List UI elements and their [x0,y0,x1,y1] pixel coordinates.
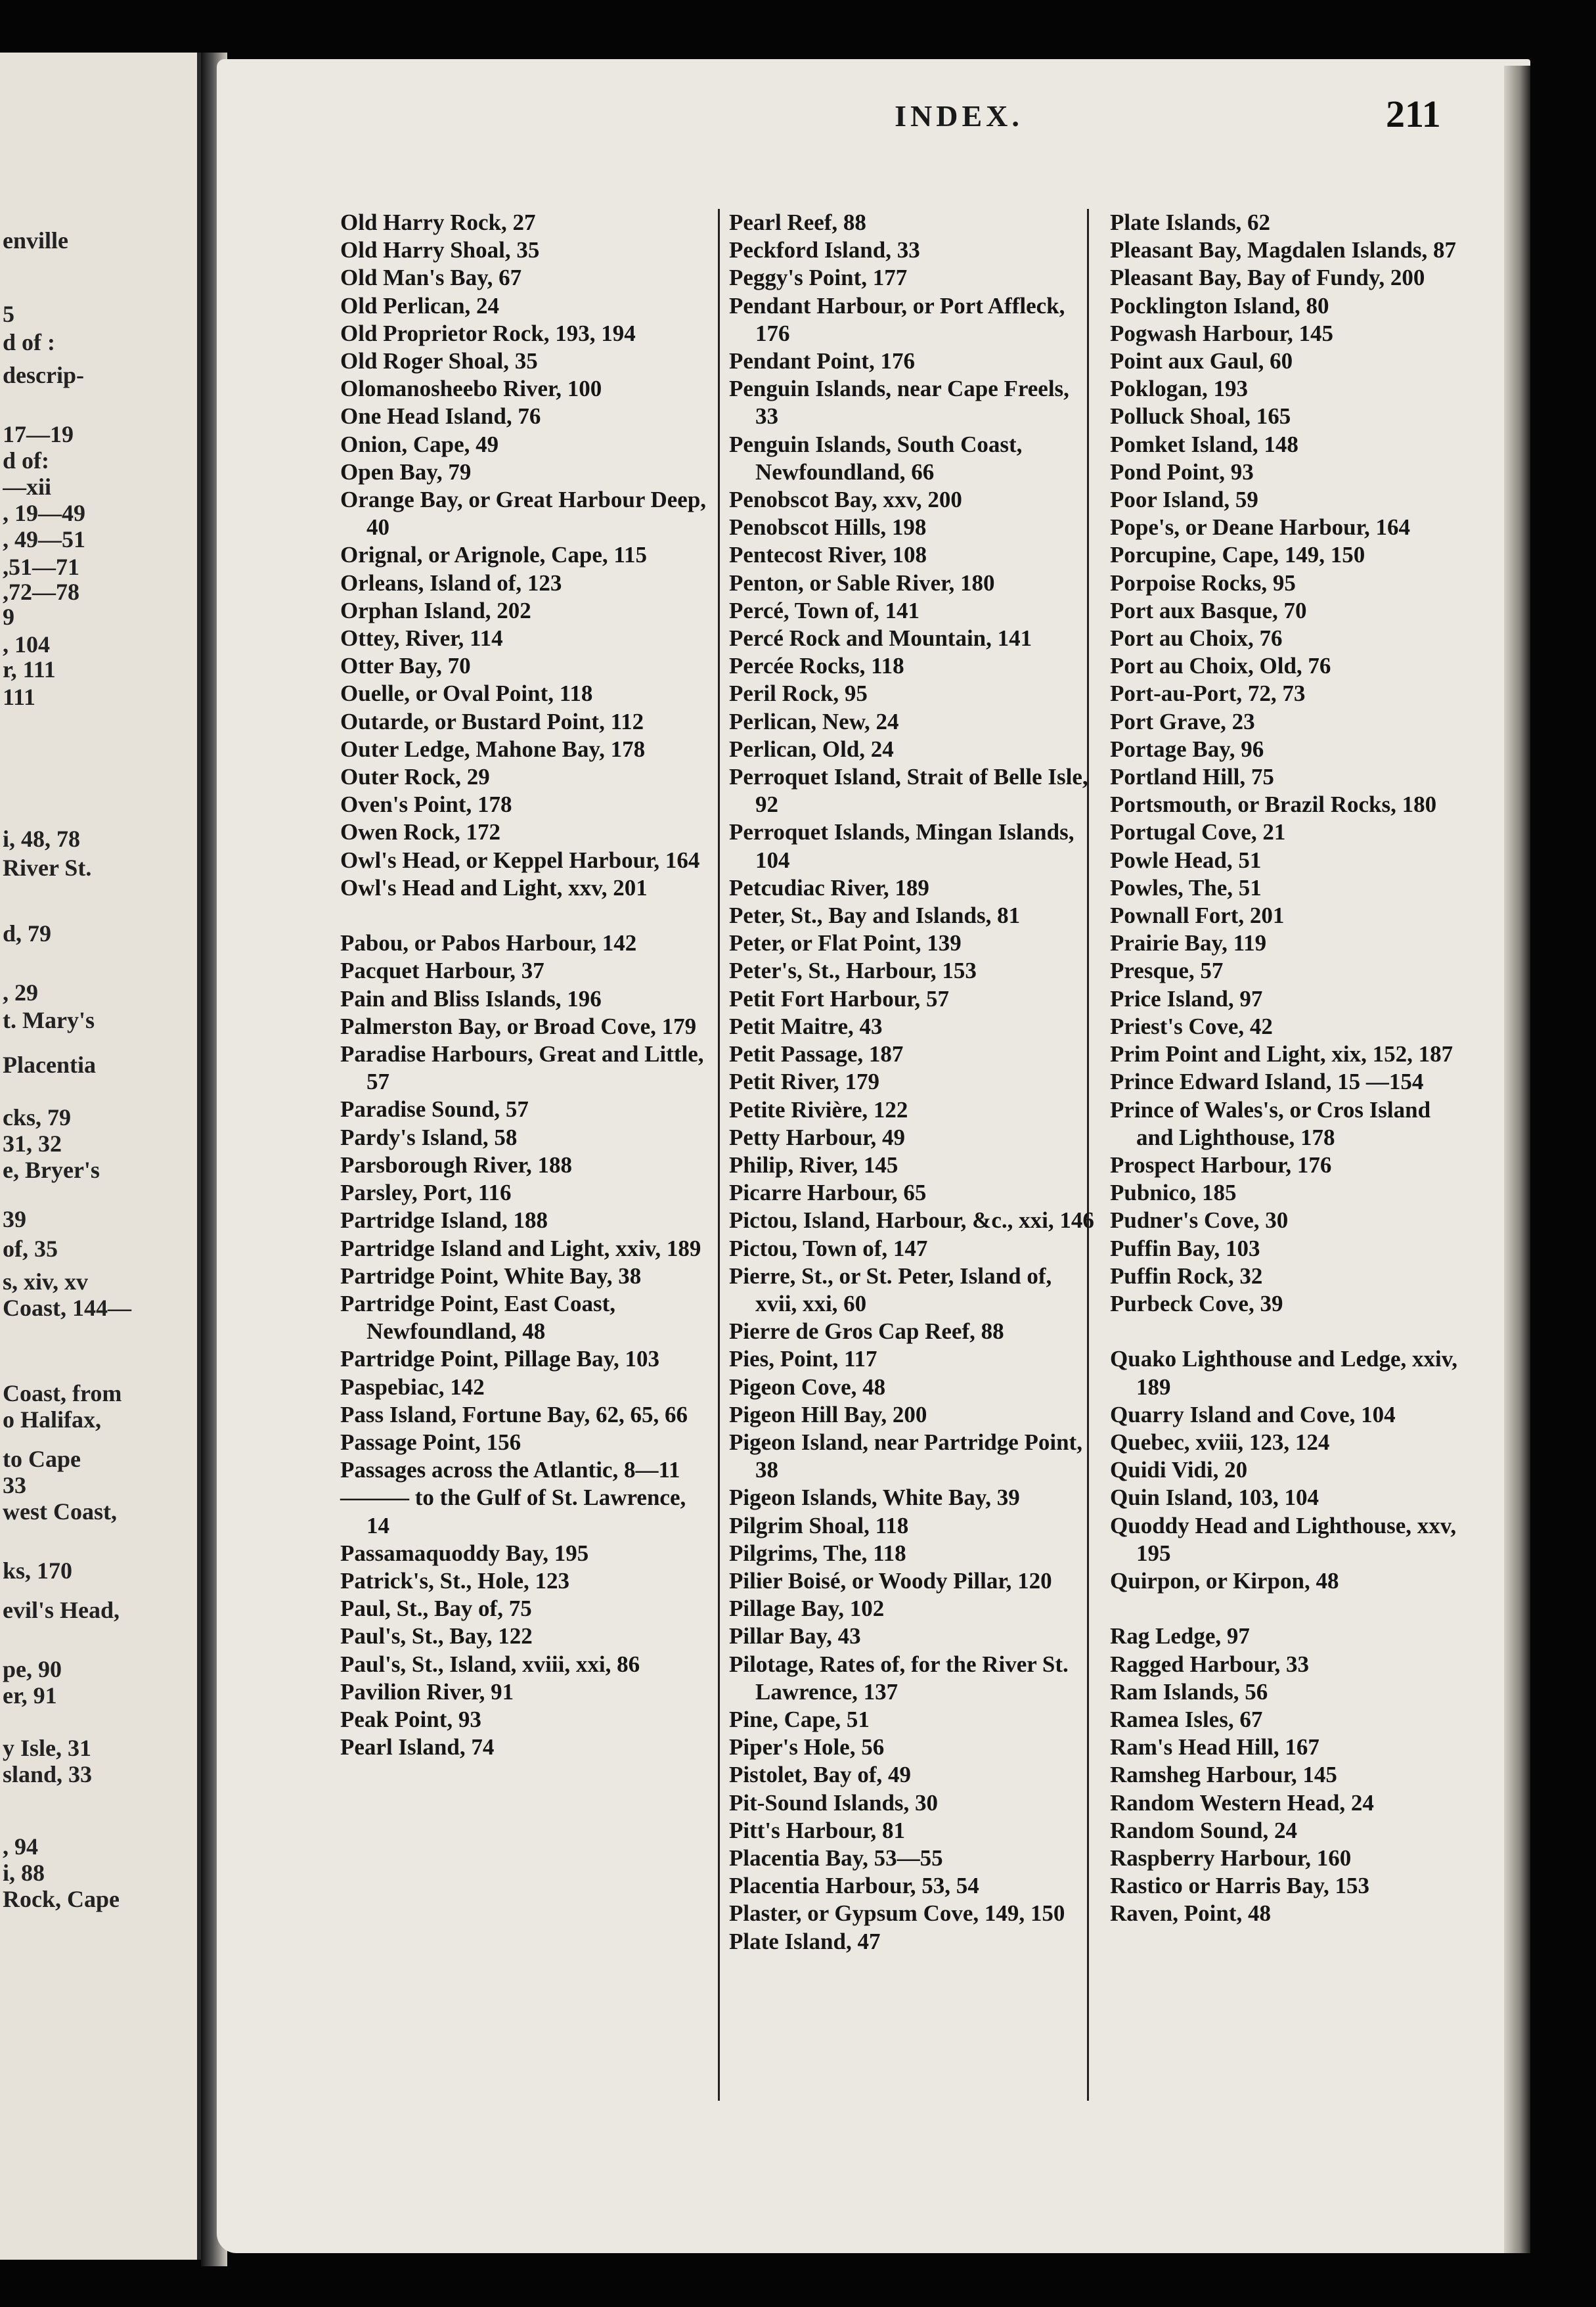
index-entry: Pies, Point, 117 [729,1346,877,1372]
index-entry: Outer Ledge, Mahone Bay, 178 [340,736,646,762]
page-edge [1504,66,1530,2253]
index-entry: Pit-Sound Islands, 30 [729,1789,939,1816]
index-entry: Pleasant Bay, Bay of Fundy, 200 [1110,265,1425,291]
index-entry: Pilgrim Shoal, 118 [729,1512,909,1538]
index-entry: Purbeck Cove, 39 [1110,1290,1283,1316]
index-column-2 [729,209,1097,1956]
index-entry: Old Perlican, 24 [340,292,500,319]
index-entry: Puffin Bay, 103 [1110,1235,1260,1261]
index-entry: Plaster, or Gypsum Cove, 149, 150 [729,1900,1065,1927]
left-page-line: cks, 79 [3,1104,72,1131]
left-page-line: 17—19 [3,421,74,447]
index-entry: Placentia Bay, 53—55 [729,1845,943,1871]
index-entry: Peggy's Point, 177 [729,265,908,291]
left-page-line: , 29 [3,979,38,1006]
index-entry: Old Man's Bay, 67 [340,265,522,291]
index-entry: Pitt's Harbour, 81 [729,1817,906,1843]
index-entry: Pillar Bay, 43 [729,1623,861,1649]
index-entry: Pavilion River, 91 [340,1678,514,1705]
index-entry: Peak Point, 93 [340,1706,481,1732]
left-page-line: 111 [3,684,36,710]
index-entry: Rastico or Harris Bay, 153 [1110,1873,1370,1899]
index-entry: Ragged Harbour, 33 [1110,1651,1310,1677]
index-entry: Penobscot Hills, 198 [729,514,927,541]
left-page-line: , 104 [3,631,50,658]
index-entry: ——— to the Gulf of St. Lawrence, 14 [340,1485,686,1538]
index-entry: Orleans, Island of, 123 [340,570,562,596]
index-entry: Quidi Vidi, 20 [1110,1457,1248,1483]
index-entry: Pilier Boisé, or Woody Pillar, 120 [729,1567,1052,1594]
index-entry: Pardy's Island, 58 [340,1124,518,1150]
letter-section-gap [340,902,708,930]
index-entry: Quoddy Head and Lighthouse, xxv, 195 [1110,1512,1457,1566]
left-page-line: s, xiv, xv [3,1268,89,1295]
index-entry: Orphan Island, 202 [340,597,531,623]
index-entry: Passage Point, 156 [340,1429,521,1455]
index-entry: Quarry Island and Cove, 104 [1110,1401,1396,1427]
index-entry: Pass Island, Fortune Bay, 62, 65, 66 [340,1401,688,1427]
index-entry: Petty Harbour, 49 [729,1124,905,1150]
index-entry: Pogwash Harbour, 145 [1110,320,1334,346]
index-entry: Passamaquoddy Bay, 195 [340,1540,589,1566]
index-entry: Price Island, 97 [1110,985,1263,1012]
index-entry: Percé Rock and Mountain, 141 [729,625,1032,652]
index-entry: Perroquet Islands, Mingan Islands, 104 [729,819,1075,873]
index-entry: Port au Choix, Old, 76 [1110,653,1331,679]
index-entry: Quako Lighthouse and Ledge, xxiv, 189 [1110,1346,1458,1400]
index-entry: Perlican, New, 24 [729,708,899,734]
index-entry: Poklogan, 193 [1110,376,1249,402]
left-page-line: ks, 170 [3,1557,73,1584]
left-page-line: , 94 [3,1833,38,1860]
index-entry: Owl's Head and Light, xxv, 201 [340,874,648,901]
index-entry: Perroquet Island, Strait of Belle Isle, 92 [729,764,1088,818]
index-entry: Point aux Gaul, 60 [1110,348,1293,374]
index-entry: Port au Choix, 76 [1110,625,1283,652]
index-entry: Pendant Harbour, or Port Affleck, 176 [729,292,1065,346]
left-page-line: e, Bryer's [3,1157,100,1183]
index-entry: Random Sound, 24 [1110,1817,1297,1843]
index-entry: Pierre de Gros Cap Reef, 88 [729,1318,1004,1345]
index-entry: Pomket Island, 148 [1110,431,1298,457]
index-entry: Plate Island, 47 [729,1928,881,1954]
index-entry: Pacquet Harbour, 37 [340,958,544,984]
index-entry: Peckford Island, 33 [729,237,920,263]
index-entry: Percé, Town of, 141 [729,597,920,623]
index-entry: Petcudiac River, 189 [729,874,929,901]
left-page-line: Placentia [3,1052,96,1078]
index-entry: Portsmouth, or Brazil Rocks, 180 [1110,792,1437,818]
index-entry: Peter's, St., Harbour, 153 [729,958,977,984]
index-entry: Polluck Shoal, 165 [1110,403,1291,430]
letter-section-gap [1110,1595,1465,1623]
index-entry: Outarde, or Bustard Point, 112 [340,708,644,734]
left-page-line: west Coast, [3,1498,117,1525]
index-entry: Pierre, St., or St. Peter, Island of, xvii, xxi, 60 [729,1263,1052,1316]
left-page-line: , 49—51 [3,526,85,552]
index-entry: Pistolet, Bay of, 49 [729,1762,912,1788]
index-entry: Priest's Cove, 42 [1110,1013,1273,1039]
index-entry: Quirpon, or Kirpon, 48 [1110,1567,1339,1594]
index-entry: Puffin Rock, 32 [1110,1263,1263,1289]
index-entry: Percée Rocks, 118 [729,653,904,679]
index-entry: Pabou, or Pabos Harbour, 142 [340,930,637,956]
index-entry: Old Harry Rock, 27 [340,210,536,235]
left-page-line: descrip- [3,362,84,388]
index-column-3 [1110,209,1465,1928]
index-entry: Palmerston Bay, or Broad Cove, 179 [340,1013,697,1039]
index-entry: Picarre Harbour, 65 [729,1180,927,1206]
left-page-line: Coast, from [3,1380,122,1406]
index-entry: Onion, Cape, 49 [340,431,499,457]
left-page-line: of, 35 [3,1236,58,1262]
index-entry: Rag Ledge, 97 [1110,1623,1250,1649]
index-entry: Pond Point, 93 [1110,459,1254,485]
index-entry: Portage Bay, 96 [1110,736,1264,762]
index-entry: Old Harry Shoal, 35 [340,237,540,263]
index-entry: Poor Island, 59 [1110,487,1258,513]
index-entry: Ramsheg Harbour, 145 [1110,1762,1337,1788]
left-page-line: 33 [3,1472,26,1498]
index-entry: Paradise Sound, 57 [340,1096,529,1123]
left-page-line: Rock, Cape [3,1886,120,1912]
index-entry: Pocklington Island, 80 [1110,292,1329,319]
index-entry: Pigeon Island, near Partridge Point, 38 [729,1429,1082,1483]
index-entry: Oven's Point, 178 [340,792,512,818]
left-page-line: y Isle, 31 [3,1735,91,1761]
index-entry: Pubnico, 185 [1110,1180,1237,1206]
column-rule-1 [718,209,720,2101]
index-entry: Pilgrims, The, 118 [729,1540,906,1566]
index-entry: Paradise Harbours, Great and Little, 57 [340,1041,704,1095]
index-entry: Penguin Islands, South Coast, Newfoundland, 66 [729,431,1023,485]
index-entry: Old Proprietor Rock, 193, 194 [340,320,636,346]
left-page-line: r, 111 [3,656,56,683]
index-entry: Peril Rock, 95 [729,681,868,707]
index-entry: Parsley, Port, 116 [340,1180,512,1206]
left-page-line: River St. [3,855,92,881]
index-entry: Philip, River, 145 [729,1152,898,1178]
index-entry: Orignal, or Arignole, Cape, 115 [340,542,647,568]
left-page-line: i, 88 [3,1860,45,1886]
index-entry: Paul's, St., Bay, 122 [340,1623,533,1649]
index-entry: Pigeon Cove, 48 [729,1374,886,1400]
index-entry: Perlican, Old, 24 [729,736,894,762]
index-entry: Passages across the Atlantic, 8—11 [340,1457,680,1483]
index-entry: Ram Islands, 56 [1110,1678,1268,1705]
index-entry: Random Western Head, 24 [1110,1789,1374,1816]
left-page-line: o Halifax, [3,1406,101,1433]
index-entry: Old Roger Shoal, 35 [340,348,538,374]
previous-page-fragment [0,53,201,2260]
left-page-line: sland, 33 [3,1761,93,1787]
index-entry: Petit Fort Harbour, 57 [729,985,950,1012]
index-entry: Pearl Island, 74 [340,1734,495,1760]
left-page-line: d of: [3,447,49,474]
left-page-line: pe, 90 [3,1656,62,1682]
index-entry: Penobscot Bay, xxv, 200 [729,487,962,513]
index-entry: Pictou, Island, Harbour, &c., xxi, 146 [729,1207,1094,1234]
index-entry: Penton, or Sable River, 180 [729,570,995,596]
index-entry: One Head Island, 76 [340,403,541,430]
left-page-line: —xii [3,474,52,500]
index-entry: Outer Rock, 29 [340,764,490,790]
index-entry: Presque, 57 [1110,958,1224,984]
index-entry: Parsborough River, 188 [340,1152,572,1178]
left-page-line: 39 [3,1206,26,1232]
index-entry: Raven, Point, 48 [1110,1900,1271,1927]
index-entry: Portland Hill, 75 [1110,764,1274,790]
index-entry: Port Grave, 23 [1110,708,1255,734]
index-entry: Pudner's Cove, 30 [1110,1207,1289,1234]
left-page-line: , 19—49 [3,500,85,526]
index-entry: Partridge Point, White Bay, 38 [340,1263,642,1289]
page-number: 211 [1386,93,1441,135]
left-page-line: evil's Head, [3,1597,120,1623]
index-entry: Prince Edward Island, 15 —154 [1110,1069,1424,1095]
left-page-line: 5 [3,301,14,327]
left-page-line: t. Mary's [3,1007,95,1033]
index-entry: Partridge Island, 188 [340,1207,548,1234]
index-entry: Pearl Reef, 88 [729,210,866,235]
left-page-line: d, 79 [3,920,52,947]
letter-section-gap [1110,1318,1465,1345]
index-entry: Powle Head, 51 [1110,847,1262,873]
index-entry: Petit Maitre, 43 [729,1013,883,1039]
index-entry: Penguin Islands, near Cape Freels, 33 [729,376,1069,430]
index-entry: Partridge Point, East Coast, Newfoundland, 48 [340,1290,615,1345]
index-entry: Ram's Head Hill, 167 [1110,1734,1319,1760]
index-entry: Port-au-Port, 72, 73 [1110,681,1306,707]
index-entry: Ottey, River, 114 [340,625,503,652]
index-entry: Pictou, Town of, 147 [729,1235,928,1261]
index-entry: Pleasant Bay, Magdalen Islands, 87 [1110,237,1457,263]
left-page-line: i, 48, 78 [3,826,81,852]
index-entry: Owl's Head, or Keppel Harbour, 164 [340,847,700,873]
index-entry: Porpoise Rocks, 95 [1110,570,1296,596]
left-page-line: ,72—78 [3,579,79,605]
index-entry: Orange Bay, or Great Harbour Deep, 40 [340,487,707,541]
left-page-line: er, 91 [3,1682,57,1709]
index-entry: Partridge Island and Light, xxiv, 189 [340,1235,701,1261]
running-head: INDEX. [895,99,1023,133]
index-entry: Pine, Cape, 51 [729,1706,870,1732]
index-entry: Quin Island, 103, 104 [1110,1485,1319,1511]
index-entry: Pendant Point, 176 [729,348,915,374]
left-page-line: enville [3,227,68,254]
index-entry: Ramea Isles, 67 [1110,1706,1263,1732]
index-entry: Port aux Basque, 70 [1110,597,1307,623]
index-entry: Otter Bay, 70 [340,653,471,679]
index-entry: Prairie Bay, 119 [1110,930,1267,956]
index-entry: Porcupine, Cape, 149, 150 [1110,542,1365,568]
left-page-line: to Cape [3,1446,81,1472]
index-entry: Portugal Cove, 21 [1110,819,1286,845]
index-entry: Owen Rock, 172 [340,819,501,845]
left-page-line: 9 [3,604,14,630]
left-page-line: Coast, 144— [3,1295,131,1321]
index-entry: Peter, St., Bay and Islands, 81 [729,903,1021,929]
index-entry: Patrick's, St., Hole, 123 [340,1567,569,1594]
index-entry: Plate Islands, 62 [1110,210,1271,235]
index-entry: Pownall Fort, 201 [1110,903,1285,929]
index-entry: Powles, The, 51 [1110,874,1262,901]
index-entry: Paul's, St., Island, xviii, xxi, 86 [340,1651,640,1677]
index-entry: Pentecost River, 108 [729,542,927,568]
index-entry: Petit River, 179 [729,1069,880,1095]
index-entry: Pope's, or Deane Harbour, 164 [1110,514,1410,541]
index-entry: Pigeon Hill Bay, 200 [729,1401,927,1427]
index-entry: Pillage Bay, 102 [729,1596,885,1622]
index-entry: Petite Rivière, 122 [729,1096,908,1123]
index-entry: Pilotage, Rates of, for the River St. Lawrence, 137 [729,1651,1069,1705]
index-entry: Prince of Wales's, or Cros Island and Lighthouse, 178 [1110,1096,1431,1150]
index-entry: Raspberry Harbour, 160 [1110,1845,1352,1871]
index-entry: Paul, St., Bay of, 75 [340,1596,532,1622]
index-entry: Peter, or Flat Point, 139 [729,930,962,956]
index-column-1 [340,209,708,1761]
left-page-line: 31, 32 [3,1131,62,1157]
index-entry: Pain and Bliss Islands, 196 [340,985,602,1012]
left-page-line: d of : [3,329,55,355]
index-entry: Prospect Harbour, 176 [1110,1152,1332,1178]
index-entry: Petit Passage, 187 [729,1041,904,1067]
index-entry: Open Bay, 79 [340,459,472,485]
index-entry: Ouelle, or Oval Point, 118 [340,681,593,707]
index-entry: Partridge Point, Pillage Bay, 103 [340,1346,660,1372]
index-entry: Prim Point and Light, xix, 152, 187 [1110,1041,1453,1067]
index-entry: Pigeon Islands, White Bay, 39 [729,1485,1020,1511]
index-entry: Piper's Hole, 56 [729,1734,885,1760]
index-entry: Quebec, xviii, 123, 124 [1110,1429,1330,1455]
index-entry: Olomanosheebo River, 100 [340,376,602,402]
index-entry: Paspebiac, 142 [340,1374,485,1400]
index-entry: Placentia Harbour, 53, 54 [729,1873,979,1899]
left-page-line: ,51—71 [3,554,79,580]
